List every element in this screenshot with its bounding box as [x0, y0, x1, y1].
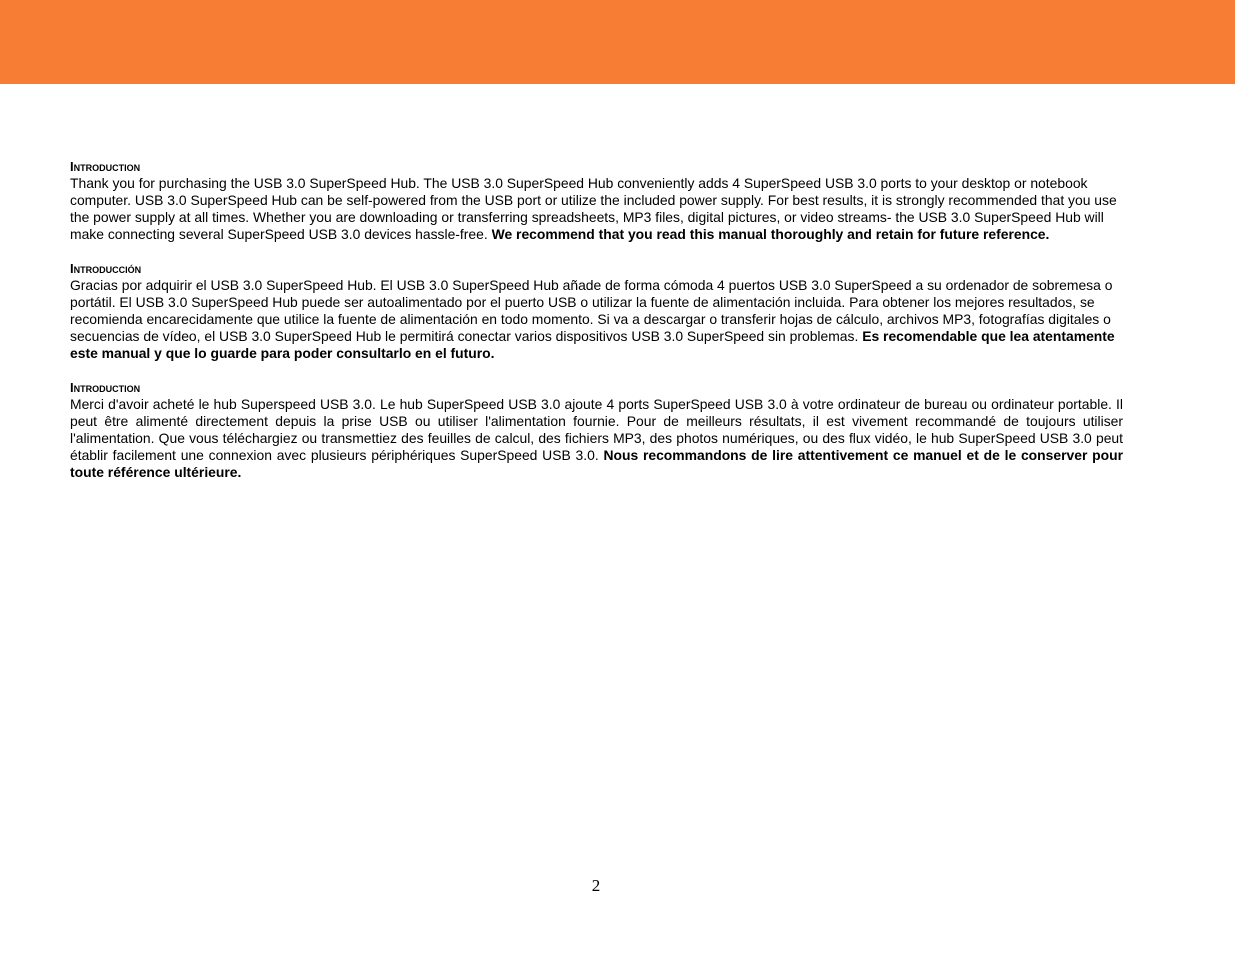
- body-emphasis: We recommend that you read this manual thoroughly and retain for future reference.: [491, 226, 1050, 242]
- body-text: Gracias por adquirir el USB 3.0 SuperSpeed Hub. El USB 3.0 SuperSpeed Hub añade de forma cómoda 4 puertos USB 3.0 SuperSpeed a su ordenador de sobremesa o portátil. El USB 3.0 SuperSpeed Hub puede ser autoalimentado por el puerto USB o utilizar la fuente de alimentación incluida. Para obtener los mejores resultados, se recomienda encarecidamente que utilice la fuente de alimentación en todo momento. Si va a descargar o transferir hojas de cálculo, archivos MP3, fotografías digitales o secuencias de vídeo, el USB 3.0 SuperSpeed Hub le permitirá conectar varios dispositivos USB 3.0 SuperSpeed sin problemas.: [70, 277, 1113, 344]
- section-body: [70, 175, 1123, 243]
- body-emphasis: Nous recommandons de lire attentivement ce manuel et de le conserver pour toute référence ultérieure.: [70, 447, 1123, 480]
- section-introduction-french: [70, 379, 1123, 481]
- top-banner: [0, 0, 1235, 84]
- section-heading: Introduction: [70, 159, 141, 174]
- body-text: Thank you for purchasing the USB 3.0 SuperSpeed Hub. The USB 3.0 SuperSpeed Hub conveniently adds 4 SuperSpeed USB 3.0 ports to your desktop or notebook computer. USB 3.0 SuperSpeed Hub can be self-powered from the USB port or utilize the included power supply. For best results, it is strongly recommended that you use the power supply at all times. Whether you are downloading or transferring spreadsheets, MP3 files, digital pictures, or video streams- the USB 3.0 SuperSpeed Hub will make connecting several SuperSpeed USB 3.0 devices hassle-free.: [70, 175, 1117, 242]
- document-content: [70, 158, 1123, 498]
- section-introduction-spanish: [70, 260, 1123, 362]
- section-body: [70, 396, 1123, 481]
- page-number: 2: [591, 876, 601, 895]
- section-heading: Introducción: [70, 261, 142, 276]
- section-body: [70, 277, 1123, 362]
- body-text: Merci d'avoir acheté le hub Superspeed USB 3.0. Le hub SuperSpeed USB 3.0 ajoute 4 ports SuperSpeed USB 3.0 à votre ordinateur de bureau ou ordinateur portable. Il peut être alimenté directement depuis la prise USB ou utiliser l'alimentation fournie. Pour de meilleurs résultats, il est vivement recommandé de toujours utiliser l'alimentation. Que vous téléchargiez ou transmettiez des feuilles de calcul, des fichiers MP3, des photos numériques, ou des flux vidéo, le hub SuperSpeed USB 3.0 peut établir facilement une connexion avec plusieurs périphériques SuperSpeed USB 3.0.: [70, 396, 1123, 463]
- section-introduction-english: [70, 158, 1123, 243]
- body-emphasis: Es recomendable que lea atentamente este manual y que lo guarde para poder consultarlo en el futuro.: [70, 328, 1115, 361]
- section-heading: Introduction: [70, 380, 141, 395]
